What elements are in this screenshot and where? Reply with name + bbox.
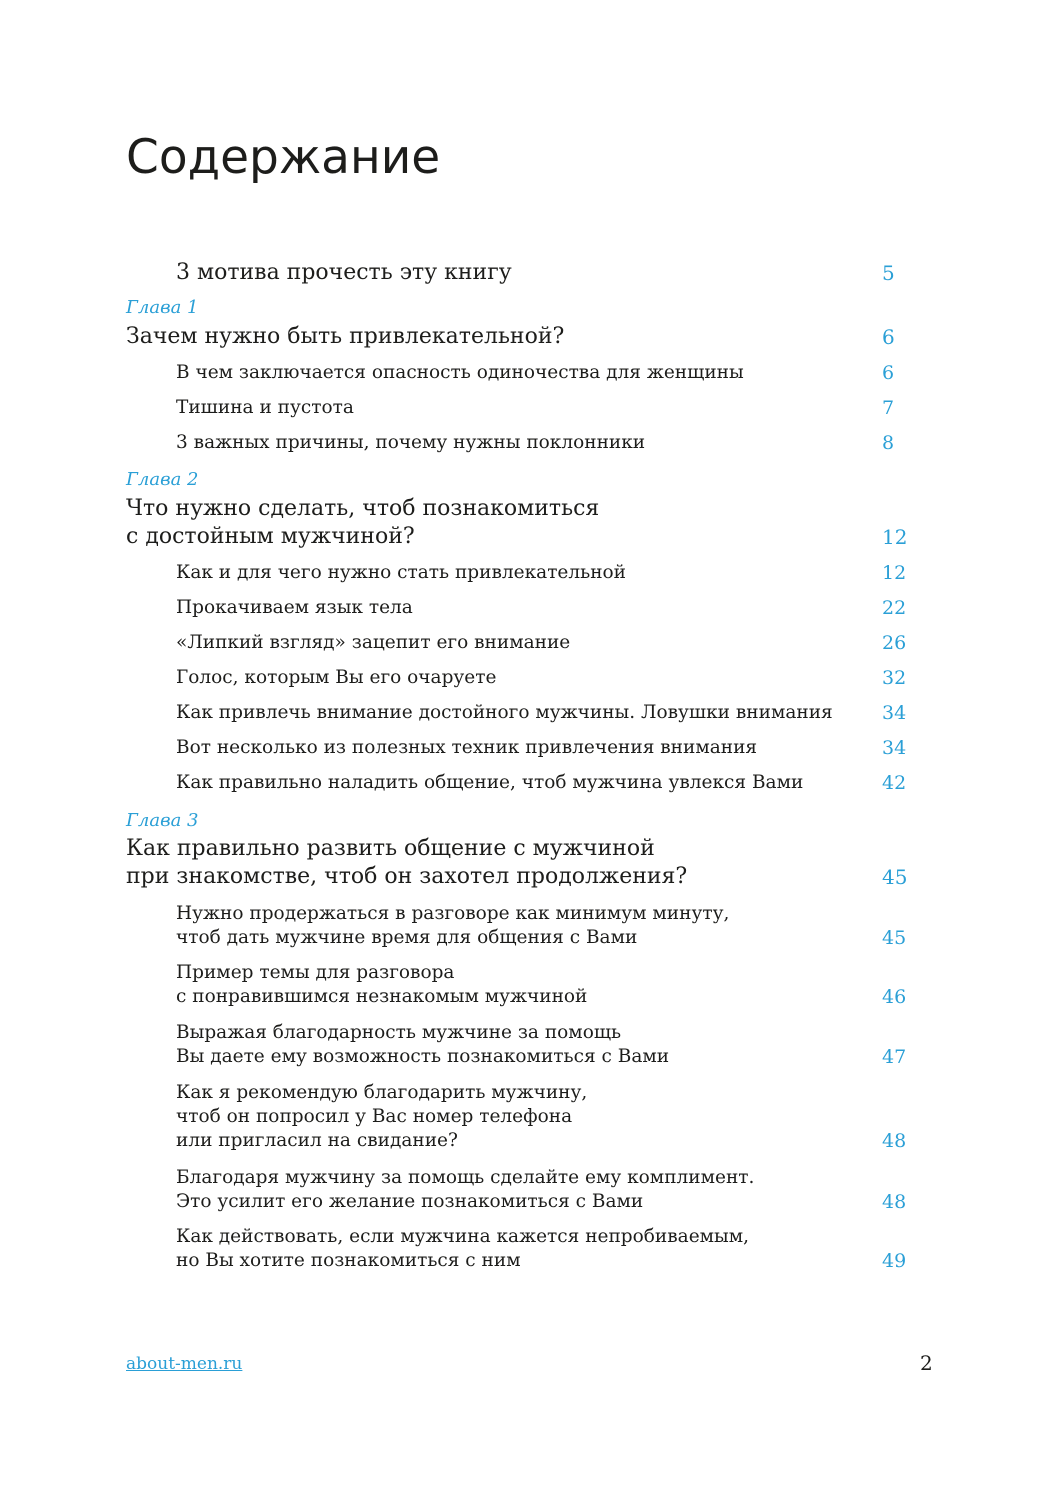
toc-entry-text: 3 важных причины, почему нужны поклонники [176, 432, 646, 453]
toc-page-number: 45 [882, 865, 908, 889]
toc-entry-text: Благодаря мужчину за помощь сделайте ему комплимент. Это усилит его желание познакомиться с Вами [176, 1167, 755, 1212]
toc-page-number: 48 [882, 1191, 907, 1213]
toc-page-number: 49 [882, 1250, 907, 1272]
chapter-label: Глава 1 [126, 297, 199, 318]
toc-entry-text: Как и для чего нужно стать привлекательной [176, 562, 626, 583]
website-link[interactable]: about-men.ru [126, 1354, 243, 1374]
page-title: Содержание [126, 130, 441, 185]
toc-page-number: 46 [882, 986, 907, 1008]
toc-entry-text: Как я рекомендую благодарить мужчину, чтоб он попросил у Вас номер телефона или пригласил на свидание? [176, 1082, 588, 1151]
toc-entry-text: Выражая благодарность мужчине за помощь Вы даете ему возможность познакомиться с Вами [176, 1022, 670, 1067]
toc-page-number: 45 [882, 927, 907, 949]
toc-entry-text: Пример темы для разговора с понравившимся незнакомым мужчиной [176, 962, 588, 1007]
chapter-title: Что нужно сделать, чтоб познакомиться с достойным мужчиной? [126, 496, 600, 549]
toc-page-number: 42 [882, 772, 907, 794]
toc-page-number: 5 [882, 261, 895, 285]
toc-entry-text: Вот несколько из полезных техник привлечения внимания [176, 737, 758, 758]
toc-page-number: 12 [882, 525, 908, 549]
toc-entry-text: Как действовать, если мужчина кажется непробиваемым, но Вы хотите познакомиться с ним [176, 1226, 750, 1271]
toc-page-number: 34 [882, 702, 907, 724]
toc-entry-text: «Липкий взгляд» зацепит его внимание [176, 632, 571, 653]
chapter-title: Зачем нужно быть привлекательной? [126, 324, 565, 349]
page-number: 2 [920, 1351, 933, 1375]
chapter-title: Как правильно развить общение с мужчиной при знакомстве, чтоб он захотел продолжения? [126, 836, 688, 889]
toc-entry-text: В чем заключается опасность одиночества для женщины [176, 362, 744, 383]
toc-entry-text: 3 мотива прочесть эту книгу [176, 260, 512, 285]
toc-page-number: 34 [882, 737, 907, 759]
toc-page-number: 6 [882, 362, 895, 384]
toc-entry-text: Как привлечь внимание достойного мужчины. Ловушки внимания [176, 702, 833, 723]
toc-entry-text: Как правильно наладить общение, чтоб мужчина увлекся Вами [176, 772, 804, 793]
chapter-label: Глава 3 [126, 810, 199, 831]
toc-page-number: 26 [882, 632, 907, 654]
toc-page-number: 8 [882, 432, 895, 454]
toc-page-number: 12 [882, 562, 907, 584]
toc-page-number: 32 [882, 667, 907, 689]
toc-entry-text: Голос, которым Вы его очаруете [176, 667, 497, 688]
toc-page-number: 47 [882, 1046, 907, 1068]
toc-page-number: 6 [882, 325, 895, 349]
toc-entry-text: Тишина и пустота [176, 397, 354, 418]
toc-page-number: 7 [882, 397, 895, 419]
toc-page-number: 22 [882, 597, 907, 619]
toc-entry-text: Прокачиваем язык тела [176, 597, 413, 618]
toc-page-number: 48 [882, 1130, 907, 1152]
toc-entry-text: Нужно продержаться в разговоре как минимум минуту, чтоб дать мужчине время для общения с Вами [176, 903, 730, 948]
chapter-label: Глава 2 [126, 469, 199, 490]
